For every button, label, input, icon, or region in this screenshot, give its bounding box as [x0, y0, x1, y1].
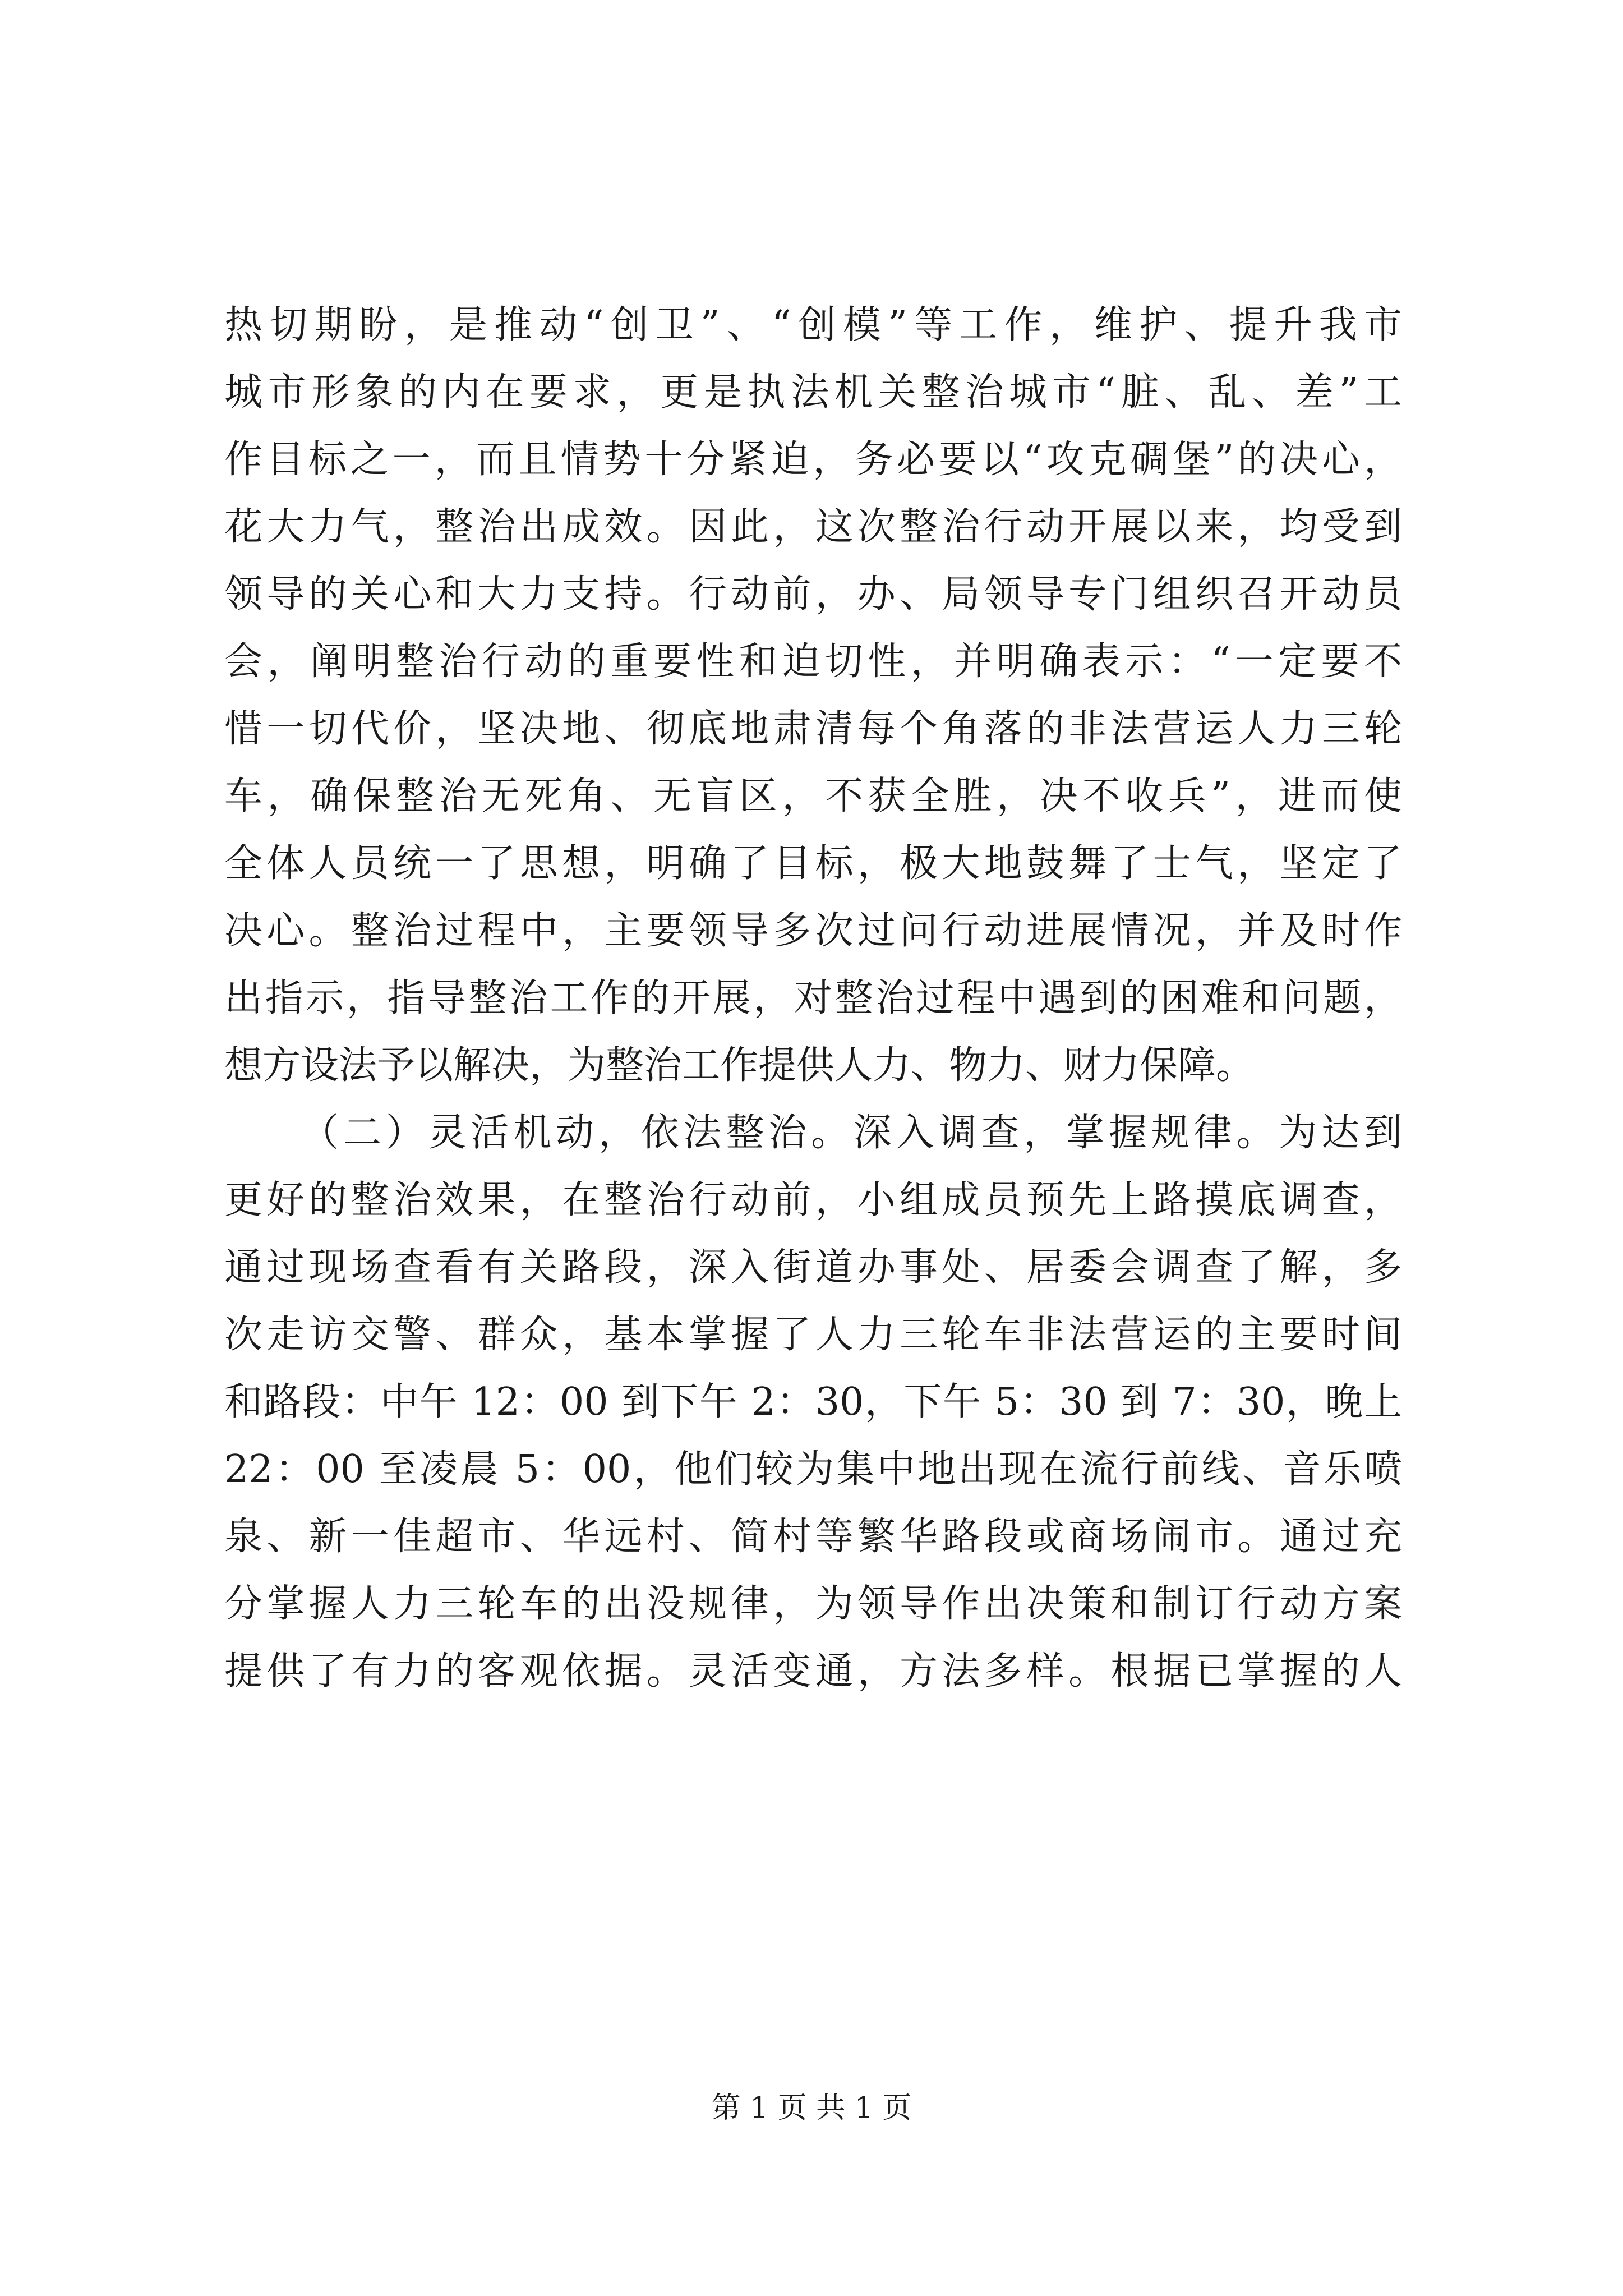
text-line: 车，确保整治无死角、无盲区，不获全胜，决不收兵”，进而使: [224, 774, 1402, 818]
page-footer: 第 1 页 共 1 页: [711, 2091, 912, 2125]
text-line: 提供了有力的客观依据。灵活变通，方法多样。根据已掌握的人: [224, 1649, 1402, 1694]
paragraph-last-line: 想方设法予以解决，为整治工作提供人力、物力、财力保障。: [224, 1043, 1255, 1088]
text-line: 全体人员统一了思想，明确了目标，极大地鼓舞了士气，坚定了: [224, 841, 1402, 886]
text-line: 会，阐明整治行动的重要性和迫切性，并明确表示：“一定要不: [224, 639, 1402, 684]
text-line: 城市形象的内在要求，更是执法机关整治城市“脏、乱、差”工: [224, 370, 1402, 415]
text-line: 和路段：中午 12：00 到下午 2：30，下午 5：30 到 7：30，晚上: [224, 1380, 1402, 1424]
text-line: 出指示，指导整治工作的开展，对整治过程中遇到的困难和问题，: [224, 976, 1402, 1020]
text-line: 泉、新一佳超市、华远村、简村等繁华路段或商场闹市。通过充: [224, 1515, 1402, 1559]
text-line: 通过现场查看有关路段，深入街道办事处、居委会调查了解，多: [224, 1245, 1402, 1290]
text-line: 次走访交警、群众，基本掌握了人力三轮车非法营运的主要时间: [224, 1313, 1402, 1357]
document-body: [224, 292, 1402, 1705]
text-line: 作目标之一，而且情势十分紧迫，务必要以“攻克碉堡”的决心，: [224, 438, 1402, 482]
text-line: 花大力气，整治出成效。因此，这次整治行动开展以来，均受到: [224, 505, 1402, 549]
text-line: 分掌握人力三轮车的出没规律，为领导作出决策和制订行动方案: [224, 1582, 1402, 1626]
text-line: 决心。整治过程中，主要领导多次过问行动进展情况，并及时作: [224, 909, 1402, 953]
text-line: 领导的关心和大力支持。行动前，办、局领导专门组织召开动员: [224, 572, 1402, 616]
text-line: 更好的整治效果，在整治行动前，小组成员预先上路摸底调查，: [224, 1178, 1402, 1222]
text-line: 惜一切代价，坚决地、彻底地肃清每个角落的非法营运人力三轮: [224, 707, 1402, 751]
text-line: 22：00 至凌晨 5：00，他们较为集中地出现在流行前线、音乐喷: [224, 1447, 1402, 1492]
paragraph-first-line: （二）灵活机动，依法整治。深入调查，掌握规律。为达到: [301, 1111, 1402, 1155]
text-line: 热切期盼，是推动“创卫”、“创模”等工作，维护、提升我市: [224, 303, 1402, 347]
